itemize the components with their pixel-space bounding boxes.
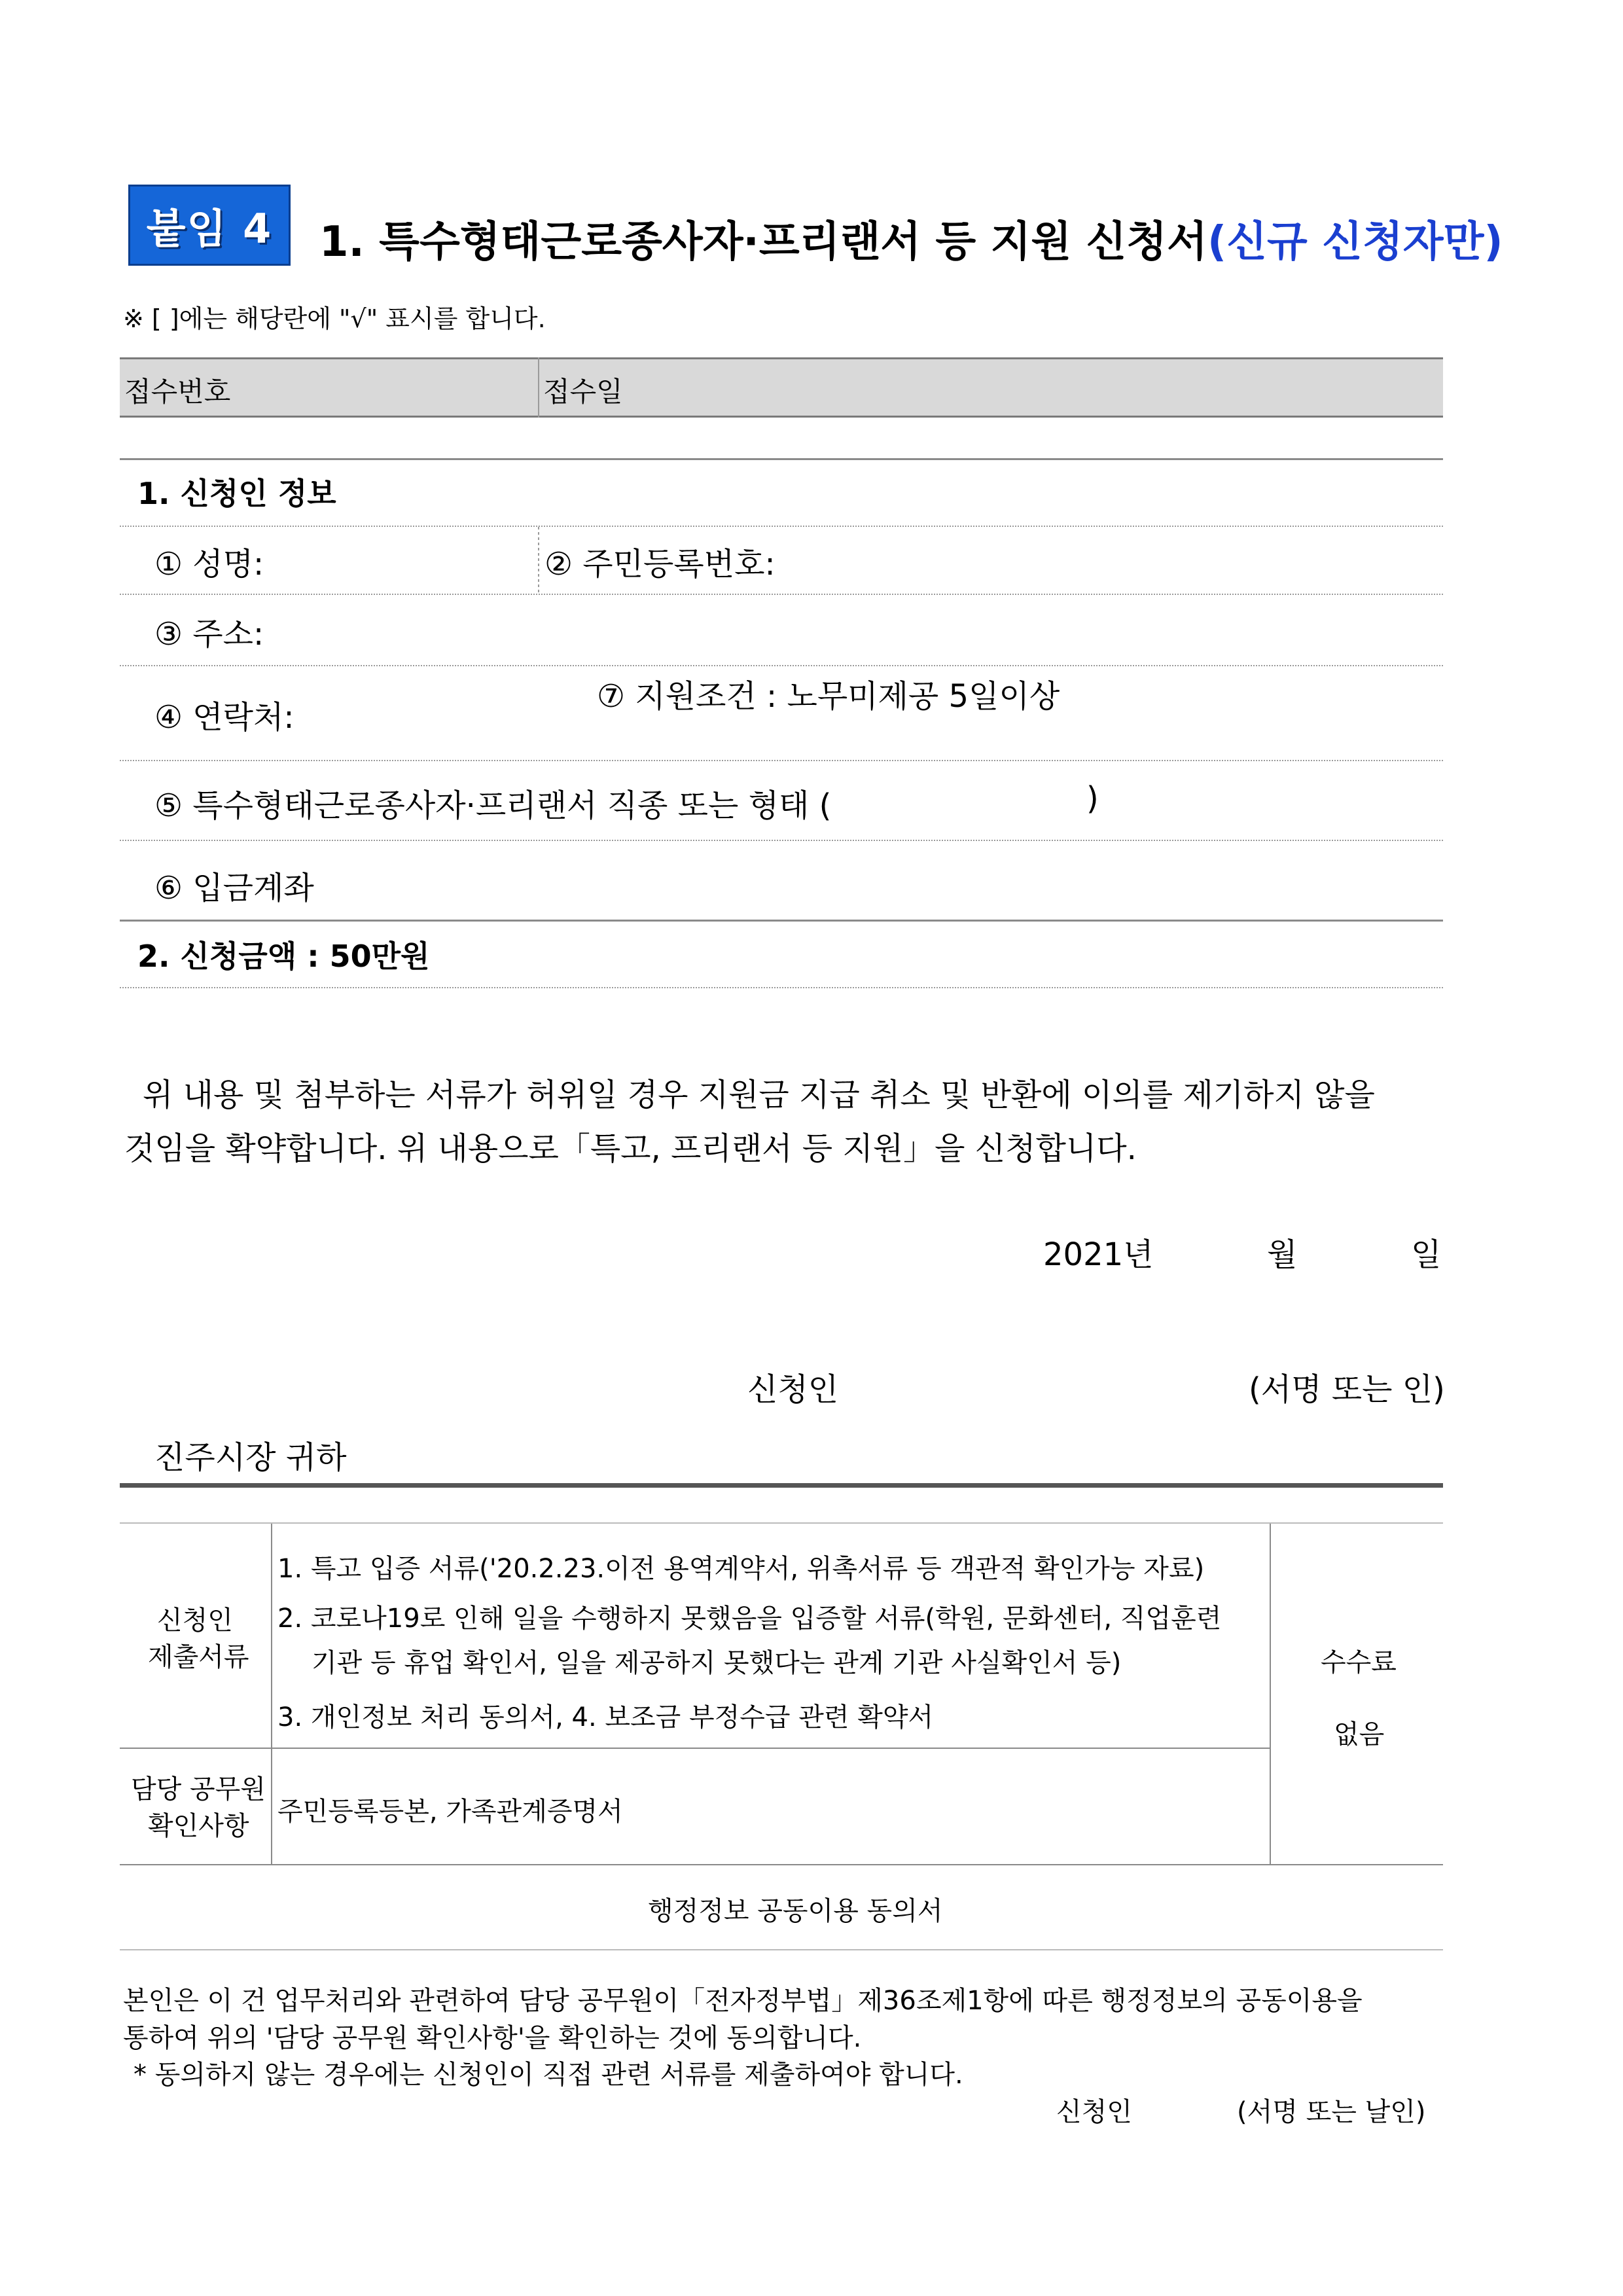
table-row-divider	[120, 1748, 1270, 1749]
receipt-row	[120, 357, 1443, 418]
support-condition: ⑦ 지원조건 : 노무미제공 5일이상	[597, 678, 1060, 715]
consent-line-1: 본인은 이 건 업무처리와 관련하여 담당 공무원이「전자정부법」제36조제1항에 따른 행정정보의 공동이용을	[123, 1986, 1363, 2016]
name-field[interactable]: ① 성명:	[154, 546, 264, 583]
table-col-divider	[1270, 1524, 1271, 1864]
account-field[interactable]: ⑥ 입금계좌	[154, 870, 314, 906]
row-divider	[120, 526, 1443, 527]
row-divider	[120, 665, 1443, 666]
table-top	[120, 1522, 1443, 1524]
signature-field[interactable]: (서명 또는 인)	[1249, 1371, 1445, 1408]
officer-label-1: 담당 공무원	[131, 1774, 266, 1804]
name-rrn-divider	[538, 527, 539, 594]
receipt-number-label: 접수번호	[124, 376, 231, 408]
title-main: 1. 특수형태근로종사자·프리랜서 등 지원 신청서	[319, 218, 1207, 266]
table-bottom	[120, 1864, 1443, 1865]
consent-divider	[120, 1949, 1443, 1950]
applicant-label: 신청인	[747, 1371, 839, 1408]
receipt-date-label: 접수일	[543, 376, 623, 408]
title-highlight: (신규 신청자만)	[1207, 218, 1503, 266]
row-divider	[120, 594, 1443, 595]
attachment-badge	[128, 185, 291, 266]
fee-value: 없음	[1334, 1719, 1385, 1749]
fee-label: 수수료	[1321, 1647, 1397, 1677]
receipt-divider	[538, 357, 539, 418]
table-col-divider	[271, 1524, 272, 1864]
section-divider	[120, 920, 1443, 922]
date-year: 2021년	[1043, 1236, 1154, 1273]
address-field[interactable]: ③ 주소:	[154, 616, 264, 653]
checkbox-note: ※ [ ]에는 해당란에 "√" 표시를 합니다.	[123, 304, 546, 333]
submit-doc-item-2b: 기관 등 휴업 확인서, 일을 제공하지 못했다는 관계 기관 사실확인서 등)	[312, 1648, 1122, 1678]
contact-field[interactable]: ④ 연락처:	[154, 699, 294, 736]
officer-items: 주민등록등본, 가족관계증명서	[277, 1797, 623, 1827]
pledge-line-2: 것임을 확약합니다. 위 내용으로「특고, 프리랜서 등 지원」을 신청합니다.	[124, 1130, 1137, 1167]
submit-doc-item-3: 3. 개인정보 처리 동의서, 4. 보조금 부정수급 관련 확약서	[277, 1702, 934, 1732]
consent-signature-field[interactable]: (서명 또는 날인)	[1237, 2097, 1426, 2127]
date-day: 일	[1411, 1236, 1442, 1273]
submit-doc-item-1: 1. 특고 입증 서류('20.2.23.이전 용역계약서, 위촉서류 등 객관적 확인가능 자료)	[277, 1554, 1205, 1584]
row-divider	[120, 760, 1443, 761]
pledge-line-1: 위 내용 및 첨부하는 서류가 허위일 경우 지원금 지급 취소 및 반환에 이의를 제기하지 않을	[143, 1077, 1375, 1113]
attachment-badge-label: 붙임 4	[146, 204, 273, 253]
row-divider	[120, 987, 1443, 988]
officer-label-2: 확인사항	[148, 1811, 249, 1841]
job-type-close: )	[1086, 780, 1099, 817]
submit-docs-label-2: 제출서류	[148, 1642, 249, 1672]
job-type-field[interactable]: ⑤ 특수형태근로종사자·프리랜서 직종 또는 형태 (	[154, 787, 832, 824]
consent-line-2: 통하여 위의 '담당 공무원 확인사항'을 확인하는 것에 동의합니다.	[123, 2023, 862, 2053]
date-month: 월	[1267, 1236, 1298, 1273]
section2-title: 2. 신청금액 : 50만원	[137, 939, 430, 974]
thick-divider	[120, 1483, 1443, 1488]
section1-title: 1. 신청인 정보	[137, 476, 336, 511]
submit-docs-label-1: 신청인	[157, 1605, 233, 1636]
document-title	[319, 208, 1503, 268]
consent-line-3: * 동의하지 않는 경우에는 신청인이 직접 관련 서류를 제출하여야 합니다.	[134, 2060, 963, 2090]
section-divider	[120, 458, 1443, 460]
consent-title: 행정정보 공동이용 동의서	[648, 1896, 943, 1926]
row-divider	[120, 840, 1443, 841]
submit-doc-item-2a: 2. 코로나19로 인해 일을 수행하지 못했음을 입증할 서류(학원, 문화센터, 직업훈련	[277, 1604, 1222, 1634]
recipient: 진주시장 귀하	[154, 1439, 347, 1476]
consent-applicant-label: 신청인	[1056, 2097, 1132, 2127]
rrn-field[interactable]: ② 주민등록번호:	[544, 546, 776, 583]
